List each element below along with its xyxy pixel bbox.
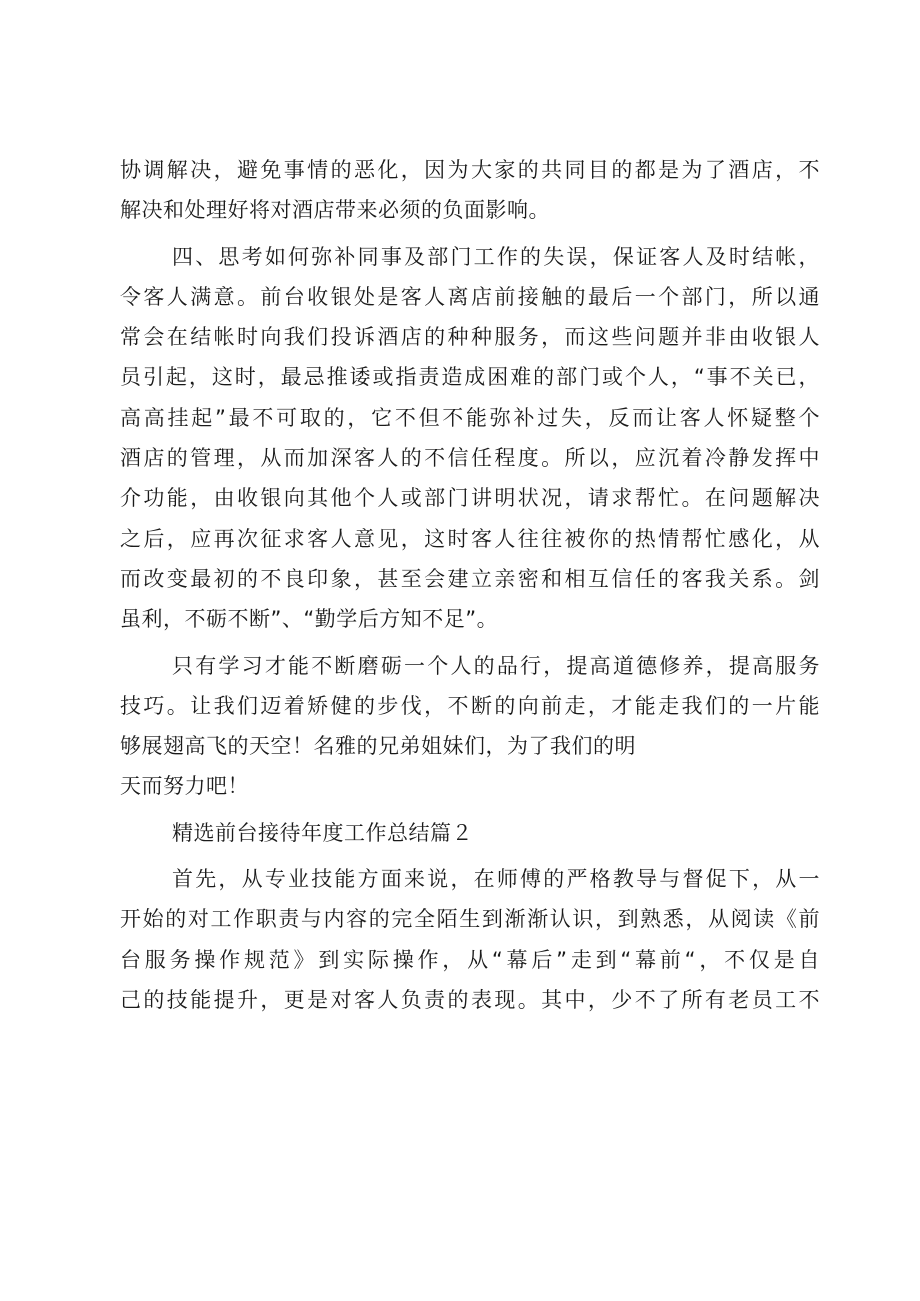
document-body xyxy=(120,150,820,1020)
paragraph-1-line-1: 协调解决，避免事情的恶化，因为大家的共同目的都是为了酒店，不 xyxy=(120,158,820,182)
paragraph-2-line-5: 高高挂起”最不可取的，它不但不能弥补过失，反而让客人怀疑整个 xyxy=(120,405,820,430)
paragraph-3-line-3: 够展翅高飞的天空！名雅的兄弟姐妹们，为了我们的明 xyxy=(120,734,636,759)
section-heading: 精选前台接待年度工作总结篇２ xyxy=(172,820,473,845)
paragraph-3-line-2: 技巧。让我们迈着矫健的步伐，不断的向前走，才能走我们的一片能 xyxy=(120,693,820,718)
paragraph-2-line-9: 而改变最初的不良印象，甚至会建立亲密和相互信任的客我关系。剑 xyxy=(120,566,820,591)
paragraph-4-line-1: 首先，从专业技能方面来说，在师傅的严格教导与督促下，从一 xyxy=(172,867,820,892)
paragraph-2-line-10: 虽利，不砺不断”、“勤学后方知不足”。 xyxy=(120,607,499,632)
paragraph-4-line-2: 开始的对工作职责与内容的完全陌生到渐渐认识，到熟悉，从阅读《前 xyxy=(120,907,820,932)
paragraph-3-line-4: 天而努力吧！ xyxy=(120,774,249,799)
paragraph-2-line-6: 酒店的管理，从而加深客人的不信任程度。所以，应沉着冷静发挥中 xyxy=(120,446,820,471)
paragraph-2-line-2: 令客人满意。前台收银处是客人离店前接触的最后一个部门，所以通 xyxy=(120,284,820,309)
paragraph-1-line-2: 解决和处理好将对酒店带来必须的负面影响。 xyxy=(120,198,550,223)
paragraph-3-line-1: 只有学习才能不断磨砺一个人的品行，提高道德修养，提高服务 xyxy=(172,653,820,678)
paragraph-2-line-1: 四、思考如何弥补同事及部门工作的失误，保证客人及时结帐， xyxy=(172,244,820,269)
paragraph-2-line-3: 常会在结帐时向我们投诉酒店的种种服务，而这些问题并非由收银人 xyxy=(120,325,820,350)
paragraph-2-line-7: 介功能，由收银向其他个人或部门讲明状况，请求帮忙。在问题解决 xyxy=(120,486,820,511)
paragraph-2-line-8: 之后，应再次征求客人意见，这时客人往往被你的热情帮忙感化，从 xyxy=(120,526,820,551)
paragraph-4-line-3: 台服务操作规范》到实际操作，从“幕后”走到“幕前“，不仅是自 xyxy=(120,947,820,972)
paragraph-4-line-4: 己的技能提升，更是对客人负责的表现。其中，少不了所有老员工不 xyxy=(120,987,820,1012)
paragraph-2-line-4: 员引起，这时，最忌推诿或指责造成困难的部门或个人，“事不关已， xyxy=(120,365,820,390)
